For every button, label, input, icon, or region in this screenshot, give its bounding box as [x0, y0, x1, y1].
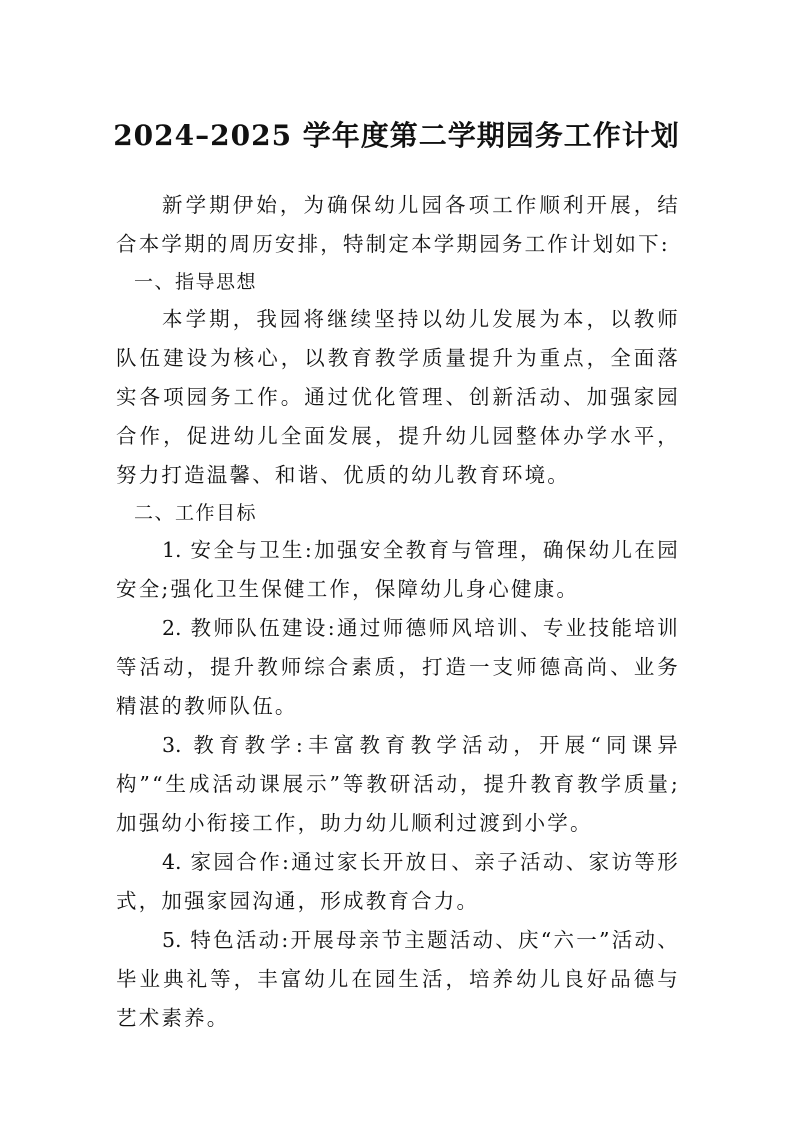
goal-item-text: 加强安全教育与管理，确保幼儿在园安全;强化卫生保健工作，保障幼儿身心健康。 — [116, 538, 681, 601]
section-heading-work-goals: 二、工作目标 — [134, 502, 258, 524]
document-title: 2024–2025 学年度第二学期园务工作计划 — [113, 119, 680, 152]
goal-item-number: 4. — [162, 850, 182, 874]
goal-item-label: 教师队伍建设: — [190, 616, 337, 640]
goal-item-teaching — [116, 726, 680, 843]
goal-item-label: 家园合作: — [190, 850, 292, 874]
goal-item-number: 2. — [162, 616, 182, 640]
goal-item-text: 开展母亲节主题活动、庆“六一”活动、毕业典礼等，丰富幼儿在园生活，培养幼儿良好品德与艺术素养。 — [116, 928, 680, 1030]
goal-item-text: 通过师德师风培训、专业技能培训等活动，提升教师综合素质，打造一支师德高尚、业务精湛的教师队伍。 — [116, 616, 681, 718]
goal-item-label: 安全与卫生: — [190, 538, 314, 562]
goal-item-label: 教育教学: — [193, 733, 306, 757]
guiding-ideology-paragraph: 本学期，我园将继续坚持以幼儿发展为本，以教师队伍建设为核心，以教育教学质量提升为重点，全面落实各项园务工作。通过优化管理、创新活动、加强家园合作，促进幼儿全面发展，提升幼儿园整体办学水平，努力打造温馨、和谐、优质的幼儿教育环境。 — [116, 307, 680, 487]
goal-item-safety — [116, 531, 680, 609]
intro-paragraph: 新学期伊始，为确保幼儿园各项工作顺利开展，结合本学期的周历安排，特制定本学期园务工作计划如下: — [116, 193, 680, 256]
section-heading-guiding-ideology: 一、指导思想 — [134, 271, 258, 293]
goal-item-number: 1. — [162, 538, 182, 562]
goal-item-text: 丰富教育教学活动，开展“同课异构”“生成活动课展示”等教研活动，提升教育教学质量;加强幼小衔接工作，助力幼儿顺利过渡到小学。 — [116, 733, 680, 835]
goal-item-home-school — [116, 843, 680, 921]
goal-item-number: 5. — [162, 928, 182, 952]
goal-item-label: 特色活动: — [190, 928, 291, 952]
goal-item-special-activities — [116, 921, 680, 1038]
goal-item-teachers — [116, 609, 680, 726]
goal-item-text: 通过家长开放日、亲子活动、家访等形式，加强家园沟通，形成教育合力。 — [116, 850, 680, 913]
goal-item-number: 3. — [162, 733, 182, 757]
document-body — [116, 186, 680, 1038]
